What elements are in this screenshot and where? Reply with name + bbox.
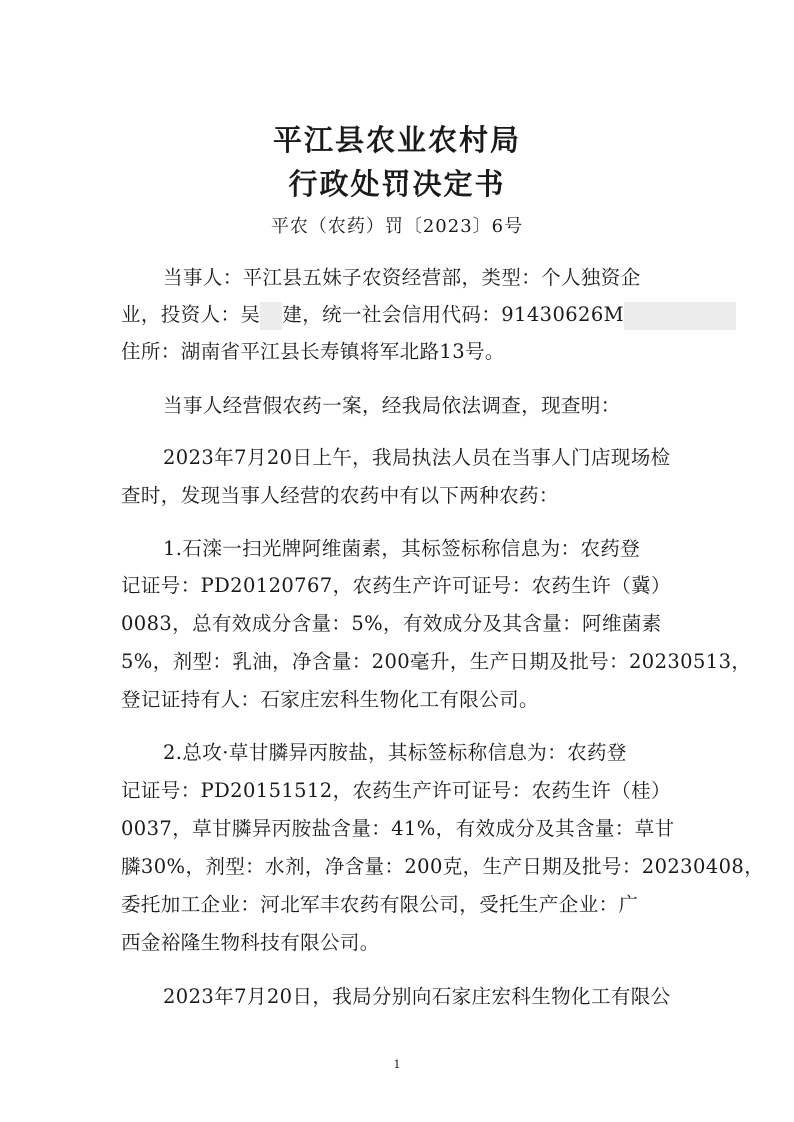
party-line-1: 当事人：平江县五妹子农资经营部，类型：个人独资企 [163, 266, 641, 289]
item2-line: 2.总攻·草甘膦异丙胺盐，其标签标称信息为：农药登 [163, 741, 627, 764]
item1-line: 5%，剂型：乳油，净含量：200毫升，生产日期及批号：20230513， [121, 650, 752, 673]
item1-line: 登记证持有人：石家庄宏科生物化工有限公司。 [121, 688, 539, 711]
item1-line: 0083，总有效成分含量：5%，有效成分及其含量：阿维菌素 [121, 612, 662, 635]
redaction-block [260, 302, 282, 330]
item1-line: 1.石滦一扫光牌阿维菌素，其标签标称信息为：农药登 [163, 537, 641, 560]
redaction-block [624, 302, 736, 330]
page-number: 1 [393, 1058, 401, 1071]
party-line-2 [121, 299, 736, 330]
party-investor-label: 业，投资人：吴 [121, 303, 261, 326]
closing-line: 2023年7月20日，我局分别向石家庄宏科生物化工有限公 [163, 985, 671, 1008]
item1-line: 记证号：PD20120767，农药生产许可证号：农药生许（冀） [121, 574, 671, 597]
finding-line-1: 2023年7月20日上午，我局执法人员在当事人门店现场检 [163, 446, 671, 469]
item2-line: 0037，草甘膦异丙胺盐含量：41%，有效成分及其含量：草甘 [121, 817, 675, 840]
item2-line: 记证号：PD20151512，农药生产许可证号：农药生许（桂） [121, 779, 671, 802]
document-title-agency: 平江县农业农村局 [272, 123, 521, 157]
document-title-type: 行政处罚决定书 [288, 167, 506, 201]
document-number: 平农（农药）罚〔2023〕6号 [270, 216, 524, 237]
item2-line: 西金裕隆生物科技有限公司。 [121, 931, 380, 954]
item2-line: 膦30%，剂型：水剂，净含量：200克，生产日期及批号：20230408， [121, 855, 765, 878]
case-intro: 当事人经营假农药一案，经我局依法调查，现查明： [163, 394, 621, 417]
party-address: 住所：湖南省平江县长寿镇将军北路13号。 [121, 340, 505, 363]
finding-line-2: 查时，发现当事人经营的农药中有以下两种农药： [121, 484, 559, 507]
party-credit-code: 建，统一社会信用代码：91430626M [282, 303, 625, 326]
item2-line: 委托加工企业：河北军丰农药有限公司，受托生产企业：广 [121, 893, 639, 916]
